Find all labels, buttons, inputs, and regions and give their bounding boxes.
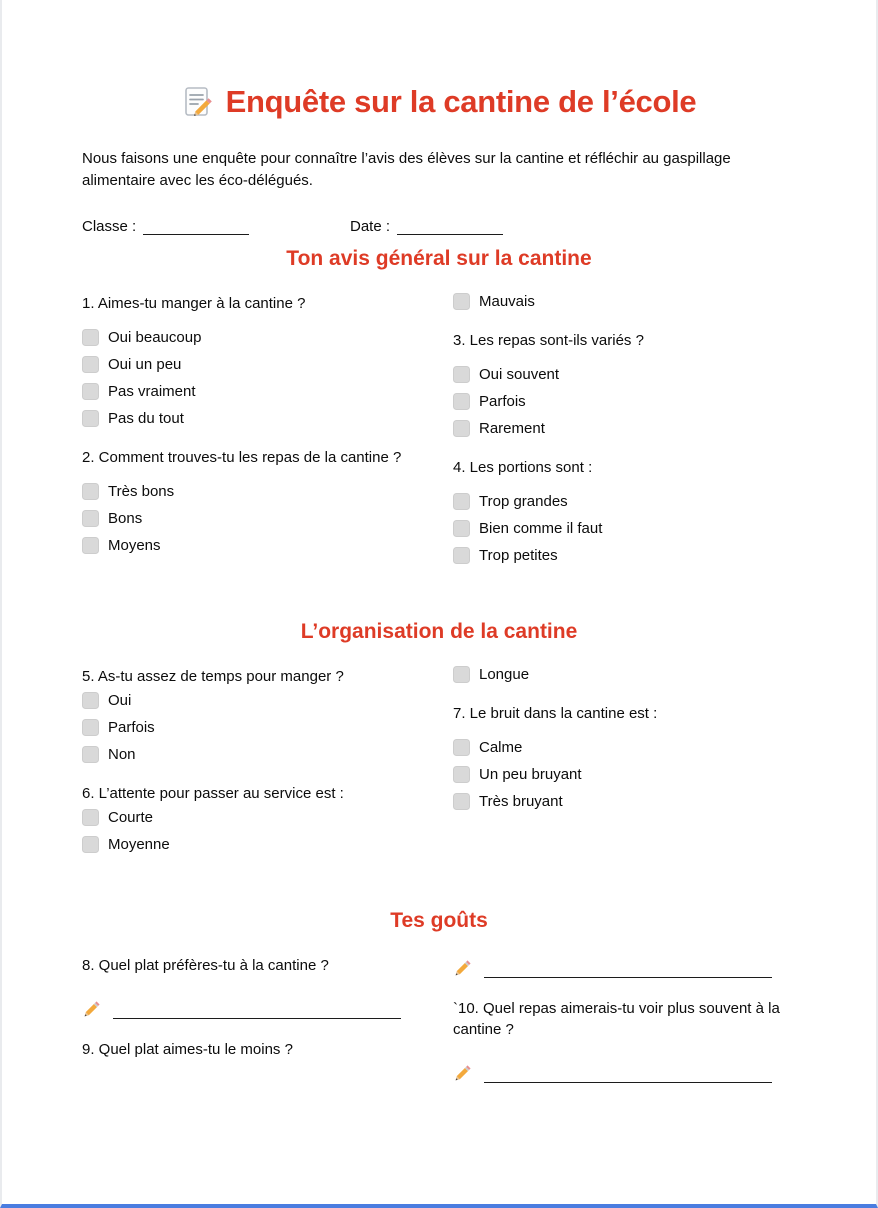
option-list: [453, 293, 796, 310]
option-list: [82, 692, 425, 763]
classe-label: Classe :: [82, 217, 137, 235]
question-block: [82, 293, 425, 427]
column: [453, 666, 796, 863]
option-row[interactable]: [453, 766, 796, 783]
checkbox[interactable]: [82, 356, 99, 373]
document-title-row: [82, 84, 796, 120]
answer-line[interactable]: [453, 957, 796, 978]
intro-text: Nous faisons une enquête pour connaître l’avis des élèves sur la cantine et réfléchir au gaspillage alimentaire avec les éco-délégués.: [82, 150, 731, 189]
option-row[interactable]: [453, 739, 796, 756]
classe-field: [82, 218, 350, 235]
checkbox[interactable]: [82, 836, 99, 853]
pencil-icon: [453, 957, 474, 978]
pencil-icon: [82, 998, 103, 1019]
option-row[interactable]: [453, 547, 796, 564]
option-row[interactable]: [453, 420, 796, 437]
option-list: [82, 483, 425, 554]
option-row[interactable]: [82, 719, 425, 736]
memo-icon: [182, 86, 214, 118]
answer-blank[interactable]: [484, 1067, 772, 1083]
checkbox[interactable]: [453, 420, 470, 437]
checkbox[interactable]: [453, 493, 470, 510]
option-label: Moyens: [108, 536, 161, 554]
section: [82, 909, 796, 1083]
checkbox[interactable]: [453, 793, 470, 810]
option-row[interactable]: [453, 493, 796, 510]
option-row[interactable]: [82, 510, 425, 527]
option-row[interactable]: [82, 356, 425, 373]
option-label: Parfois: [479, 392, 526, 410]
answer-blank[interactable]: [113, 1003, 401, 1019]
option-label: Oui un peu: [108, 355, 182, 373]
option-label: Mauvais: [479, 292, 535, 310]
continued-options-block: [453, 666, 796, 683]
option-label: Non: [108, 745, 136, 763]
option-label: Calme: [479, 738, 523, 756]
continued-options-block: [453, 293, 796, 310]
option-row[interactable]: [453, 666, 796, 683]
column: [453, 293, 796, 574]
option-label: Parfois: [108, 718, 155, 736]
option-list: [82, 809, 425, 853]
question-block: [453, 703, 796, 810]
option-label: Très bruyant: [479, 792, 563, 810]
section-heading: Ton avis général sur la cantine: [286, 246, 592, 270]
sections: [82, 247, 796, 1083]
option-row[interactable]: [453, 366, 796, 383]
section-columns: [82, 293, 796, 574]
column: [82, 955, 425, 1083]
question-text: `10. Quel repas aimerais-tu voir plus souvent à la cantine ?: [453, 999, 780, 1038]
option-row[interactable]: [82, 383, 425, 400]
checkbox[interactable]: [82, 329, 99, 346]
section-heading: L’organisation de la cantine: [300, 619, 578, 643]
option-label: Longue: [479, 665, 530, 683]
meta-row: [82, 218, 796, 235]
option-label: Très bons: [108, 482, 175, 500]
option-row[interactable]: [82, 410, 425, 427]
question-text: 6. L’attente pour passer au service est :: [82, 784, 344, 802]
question-text: 1. Aimes-tu manger à la cantine ?: [82, 294, 306, 312]
section-heading: Tes goûts: [390, 908, 488, 932]
checkbox[interactable]: [453, 547, 470, 564]
option-row[interactable]: [82, 692, 425, 709]
answer-blank[interactable]: [484, 962, 772, 978]
question-block: [82, 955, 425, 976]
column: [82, 666, 425, 863]
question-text: 9. Quel plat aimes-tu le moins ?: [82, 1040, 293, 1058]
option-label: Pas du tout: [108, 409, 184, 427]
question-text: 2. Comment trouves-tu les repas de la cantine ?: [82, 448, 402, 466]
date-blank[interactable]: [397, 220, 503, 235]
question-block: [82, 783, 425, 853]
question-text: 5. As-tu assez de temps pour manger ?: [82, 667, 344, 685]
option-row[interactable]: [453, 520, 796, 537]
classe-blank[interactable]: [143, 220, 249, 235]
question-text: 7. Le bruit dans la cantine est :: [453, 704, 658, 722]
option-label: Courte: [108, 808, 154, 826]
section: [82, 620, 796, 863]
column: [453, 955, 796, 1083]
checkbox[interactable]: [453, 520, 470, 537]
option-row[interactable]: [82, 809, 425, 826]
option-list: [453, 739, 796, 810]
date-label: Date :: [350, 217, 391, 235]
option-label: Oui: [108, 691, 132, 709]
section-columns: [82, 666, 796, 863]
option-row[interactable]: [82, 836, 425, 853]
option-label: Oui souvent: [479, 365, 560, 383]
question-block: [453, 330, 796, 437]
option-label: Trop petites: [479, 546, 558, 564]
section-columns: [82, 955, 796, 1083]
checkbox[interactable]: [82, 719, 99, 736]
checkbox[interactable]: [82, 809, 99, 826]
checkbox[interactable]: [453, 766, 470, 783]
option-label: Un peu bruyant: [479, 765, 582, 783]
question-block: [82, 666, 425, 763]
option-list: [453, 493, 796, 564]
checkbox[interactable]: [82, 510, 99, 527]
option-row[interactable]: [453, 793, 796, 810]
option-label: Moyenne: [108, 835, 170, 853]
option-label: Oui beaucoup: [108, 328, 202, 346]
option-row[interactable]: [453, 293, 796, 310]
checkbox[interactable]: [453, 739, 470, 756]
document-title: Enquête sur la cantine de l’école: [225, 84, 697, 119]
column: [82, 293, 425, 574]
answer-line[interactable]: [453, 1062, 796, 1083]
option-row[interactable]: [82, 329, 425, 346]
option-label: Bien comme il faut: [479, 519, 603, 537]
option-row[interactable]: [82, 537, 425, 554]
option-label: Pas vraiment: [108, 382, 196, 400]
date-field: [350, 218, 503, 235]
option-label: Bons: [108, 509, 143, 527]
checkbox[interactable]: [453, 293, 470, 310]
checkbox[interactable]: [453, 666, 470, 683]
pencil-icon: [453, 1062, 474, 1083]
checkbox[interactable]: [82, 692, 99, 709]
option-list: [82, 329, 425, 427]
question-block: [453, 457, 796, 564]
checkbox[interactable]: [82, 537, 99, 554]
checkbox[interactable]: [453, 393, 470, 410]
option-row[interactable]: [82, 483, 425, 500]
checkbox[interactable]: [82, 746, 99, 763]
checkbox[interactable]: [82, 483, 99, 500]
option-label: Rarement: [479, 419, 545, 437]
option-row[interactable]: [453, 393, 796, 410]
answer-line[interactable]: [82, 998, 425, 1019]
option-row[interactable]: [82, 746, 425, 763]
question-text: 8. Quel plat préfères-tu à la cantine ?: [82, 956, 329, 974]
section: [82, 247, 796, 574]
option-list: [453, 666, 796, 683]
checkbox[interactable]: [82, 383, 99, 400]
option-list: [453, 366, 796, 437]
checkbox[interactable]: [82, 410, 99, 427]
question-block: [82, 1039, 425, 1060]
question-block: [453, 998, 796, 1040]
question-block: [82, 447, 425, 554]
checkbox[interactable]: [453, 366, 470, 383]
option-label: Trop grandes: [479, 492, 568, 510]
question-text: 4. Les portions sont :: [453, 458, 593, 476]
question-text: 3. Les repas sont-ils variés ?: [453, 331, 644, 349]
